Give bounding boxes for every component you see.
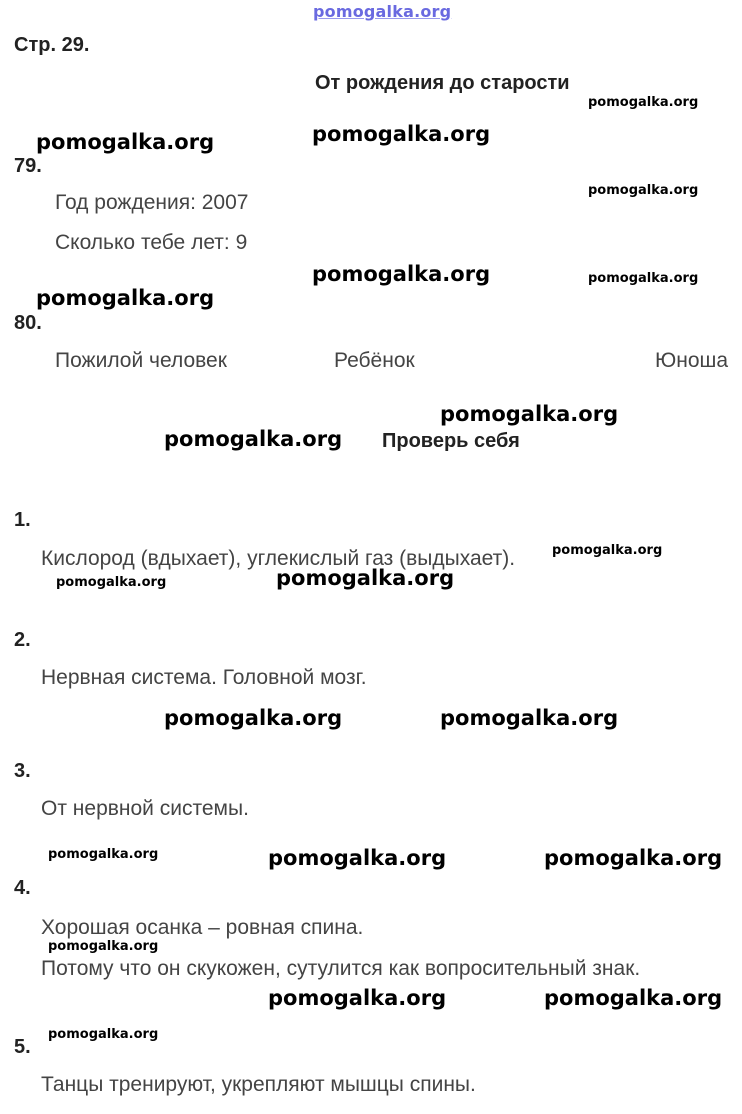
answer-5-number: 5. xyxy=(14,1036,31,1058)
watermark: pomogalka.org xyxy=(36,286,215,310)
task-79-age: Сколько тебе лет: 9 xyxy=(55,231,248,254)
answer-1-text: Кислород (вдыхает), углекислый газ (выдыхает). xyxy=(41,547,516,570)
watermark: pomogalka.org xyxy=(164,427,343,451)
answer-2-number: 2. xyxy=(14,629,31,651)
watermark-small: pomogalka.org xyxy=(56,575,167,590)
watermark-small: pomogalka.org xyxy=(48,847,159,862)
task-80-number: 80. xyxy=(14,312,42,334)
watermark: pomogalka.org xyxy=(544,986,723,1010)
answer-1-number: 1. xyxy=(14,509,31,531)
watermark-small: pomogalka.org xyxy=(588,183,699,198)
watermark: pomogalka.org xyxy=(312,122,491,146)
answer-4-number: 4. xyxy=(14,877,31,899)
top-watermark-link[interactable]: pomogalka.org xyxy=(313,2,452,21)
watermark-small: pomogalka.org xyxy=(48,939,159,954)
watermark: pomogalka.org xyxy=(440,706,619,730)
stage-child: Ребёнок xyxy=(334,349,415,372)
watermark-small: pomogalka.org xyxy=(552,543,663,558)
watermark: pomogalka.org xyxy=(544,846,723,870)
watermark: pomogalka.org xyxy=(268,846,447,870)
check-yourself-title: Проверь себя xyxy=(382,430,520,452)
watermark: pomogalka.org xyxy=(440,402,619,426)
watermark-small: pomogalka.org xyxy=(48,1027,159,1042)
answer-3-number: 3. xyxy=(14,760,31,782)
section-title: От рождения до старости xyxy=(315,72,570,94)
stage-youth: Юноша xyxy=(655,349,729,372)
answer-5-text: Танцы тренируют, укрепляют мышцы спины. xyxy=(41,1073,476,1096)
watermark: pomogalka.org xyxy=(164,706,343,730)
watermark: pomogalka.org xyxy=(268,986,447,1010)
answer-2-text: Нервная система. Головной мозг. xyxy=(41,666,367,689)
watermark-small: pomogalka.org xyxy=(588,271,699,286)
watermark: pomogalka.org xyxy=(276,566,455,590)
page-label: Стр. 29. xyxy=(14,34,90,56)
watermark: pomogalka.org xyxy=(36,130,215,154)
task-79-birth-year: Год рождения: 2007 xyxy=(55,191,249,214)
watermark: pomogalka.org xyxy=(312,262,491,286)
answer-3-text: От нервной системы. xyxy=(41,797,249,820)
watermark-small: pomogalka.org xyxy=(588,95,699,110)
answer-4-line-2: Потому что он скукожен, сутулится как вопросительный знак. xyxy=(41,957,641,980)
task-79-number: 79. xyxy=(14,155,42,177)
stage-elderly: Пожилой человек xyxy=(55,349,227,372)
answer-4-line-1: Хорошая осанка – ровная спина. xyxy=(41,916,364,939)
